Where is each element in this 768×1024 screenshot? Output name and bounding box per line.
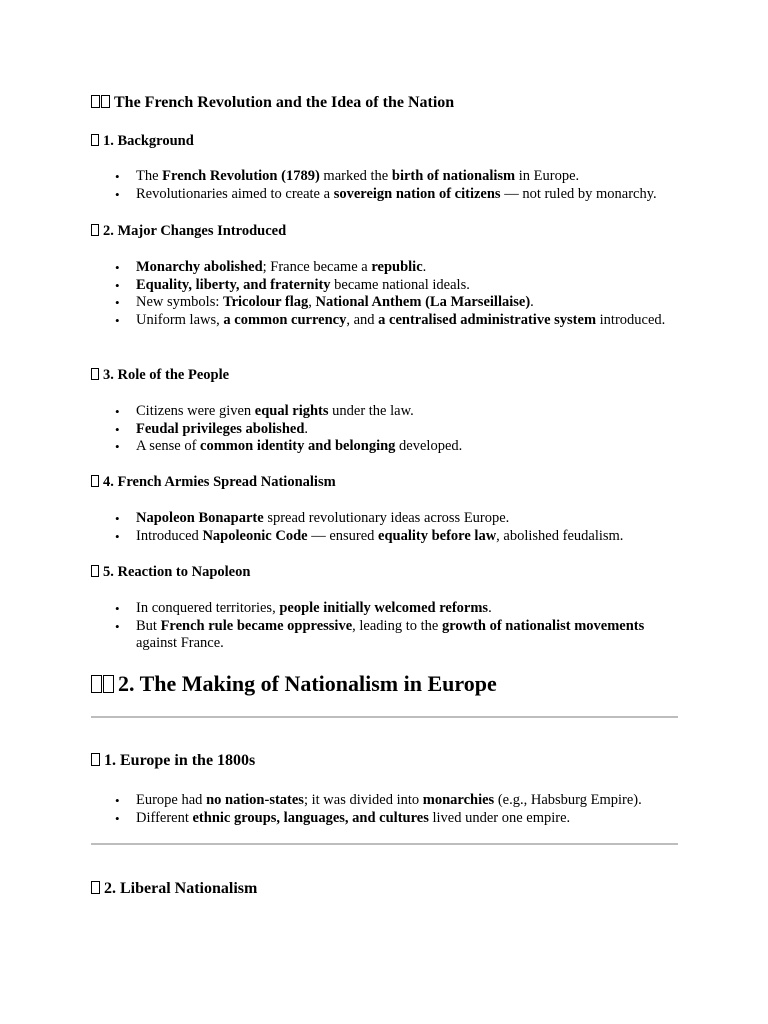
bold-text: equal rights	[254, 403, 329, 419]
list-item	[0, 528, 678, 546]
bold-text: Equality, liberty, and fraternity	[136, 276, 331, 293]
bold-text: Napoleon Bonaparte	[136, 510, 264, 526]
text: became national ideals.	[330, 276, 470, 293]
text: ; France became a	[262, 259, 372, 275]
text: Revolutionaries aimed to create a	[136, 185, 334, 202]
list-item	[0, 421, 678, 439]
text: .	[422, 259, 427, 275]
divider	[91, 716, 678, 718]
bold-text: sovereign nation of citizens	[333, 185, 501, 202]
section-title-french-revolution: The French Revolution and the Idea of the Nation	[91, 94, 454, 112]
bold-text: ethnic groups, languages, and cultures	[192, 809, 429, 826]
emoji-placeholder-icon	[91, 564, 100, 580]
text: (e.g., Habsburg Empire).	[494, 792, 642, 808]
text: in Europe.	[515, 168, 580, 184]
emoji-placeholder-icon	[91, 133, 100, 149]
list-item	[0, 186, 678, 204]
list-item	[0, 312, 678, 330]
heading-reaction-napoleon: 5. Reaction to Napoleon	[91, 564, 250, 581]
emoji-placeholder-icon	[91, 94, 111, 111]
text: — not ruled by monarchy.	[500, 185, 657, 202]
text: Europe had	[136, 792, 207, 808]
list-item	[0, 403, 678, 421]
heading-role-of-people: 3. Role of the People	[91, 367, 229, 384]
emoji-placeholder-icon	[91, 223, 100, 239]
emoji-placeholder-icon	[91, 367, 100, 383]
heading-liberal-nationalism: 2. Liberal Nationalism	[91, 880, 257, 898]
text: In conquered territories,	[136, 600, 280, 616]
text: Different	[136, 809, 193, 826]
text: introduced.	[596, 311, 666, 328]
heading-background: 1. Background	[91, 133, 194, 150]
list-item	[0, 618, 678, 653]
text: developed.	[395, 438, 463, 455]
bold-text: a common currency	[223, 311, 347, 328]
section-title-making-of-nationalism: 2. The Making of Nationalism in Europe	[91, 671, 497, 697]
text: , abolished feudalism.	[496, 527, 624, 544]
text: .	[530, 294, 534, 311]
list-item	[0, 810, 678, 828]
bold-text: birth of nationalism	[391, 168, 516, 184]
text: But	[136, 617, 161, 634]
bold-text: common identity and belonging	[200, 438, 396, 455]
list-item	[0, 277, 678, 295]
bold-text: French rule became oppressive	[160, 617, 353, 634]
text: A sense of	[136, 438, 201, 455]
text: lived under one empire.	[428, 809, 571, 826]
bold-text: Monarchy abolished	[136, 259, 263, 275]
list-french-armies	[0, 510, 678, 545]
list-reaction-napoleon	[0, 600, 678, 653]
bold-text: no nation-states	[206, 792, 304, 808]
text: .	[304, 420, 309, 437]
text: against France.	[136, 635, 224, 652]
list-background	[0, 168, 678, 203]
list-item	[0, 168, 678, 186]
list-item	[0, 259, 678, 277]
text: , and	[346, 311, 379, 328]
list-item	[0, 510, 678, 528]
text: , leading to the	[352, 617, 442, 634]
list-item	[0, 792, 678, 810]
bold-text: equality before law	[378, 527, 497, 544]
heading-europe-1800s: 1. Europe in the 1800s	[91, 752, 255, 770]
emoji-placeholder-icon	[91, 752, 101, 769]
divider	[91, 843, 678, 845]
emoji-placeholder-icon	[91, 474, 100, 490]
bold-text: Tricolour flag	[223, 294, 309, 311]
text: Introduced	[136, 527, 203, 544]
text: Uniform laws,	[136, 311, 224, 328]
bold-text: monarchies	[422, 792, 495, 808]
text: marked the	[319, 168, 392, 184]
bold-text: French Revolution (1789)	[162, 168, 320, 184]
bold-text: Feudal privileges abolished	[136, 420, 305, 437]
list-role-of-people	[0, 403, 678, 456]
text: — ensured	[307, 527, 379, 544]
heading-major-changes: 2. Major Changes Introduced	[91, 223, 286, 240]
bold-text: people initially welcomed reforms	[279, 600, 489, 616]
list-item	[0, 438, 678, 456]
text: ,	[308, 294, 316, 311]
text: .	[488, 600, 492, 616]
list-europe-1800s	[0, 792, 678, 827]
bold-text: growth of nationalist movements	[441, 617, 645, 634]
text: under the law.	[328, 403, 414, 419]
text: Citizens were given	[136, 403, 255, 419]
list-item	[0, 600, 678, 618]
text: spread revolutionary ideas across Europe.	[263, 510, 510, 526]
emoji-placeholder-icon	[91, 880, 101, 897]
list-item	[0, 294, 678, 312]
text: New symbols:	[136, 294, 223, 311]
bold-text: republic	[371, 259, 423, 275]
list-major-changes	[0, 259, 678, 329]
text: The	[136, 168, 163, 184]
bold-text: Napoleonic Code	[202, 527, 308, 544]
bold-text: National Anthem (La Marseillaise)	[315, 294, 531, 311]
text: ; it was divided into	[303, 792, 423, 808]
emoji-placeholder-icon	[91, 671, 115, 696]
heading-french-armies: 4. French Armies Spread Nationalism	[91, 474, 336, 491]
bold-text: a centralised administrative system	[378, 311, 597, 328]
